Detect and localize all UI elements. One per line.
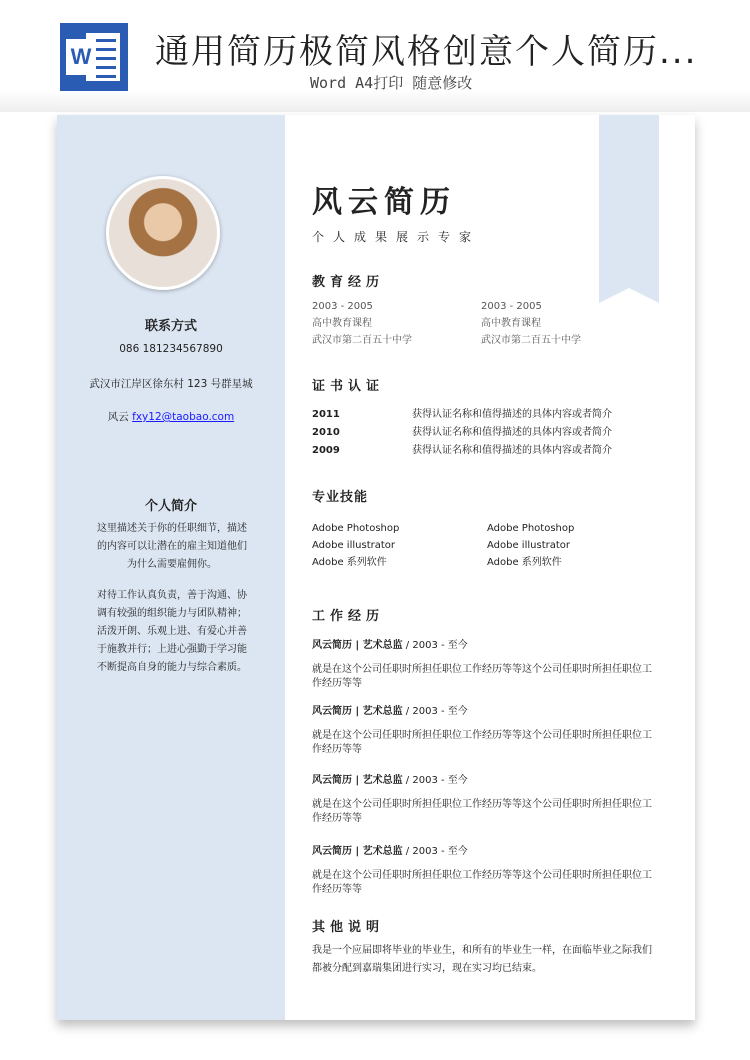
certificate-row: 2009 获得认证名称和值得描述的具体内容或者简介 (312, 445, 612, 456)
education-item: 2003 - 2005 高中教育课程 武汉市第二百五十中学 (481, 301, 581, 346)
job-entry: 风云简历 | 艺术总监 / 2003 - 至今 就是在这个公司任职时所担任职位工作经历等等这个公司任职时所担任职位工作经历等等 (312, 640, 652, 689)
skills-heading: 专业技能 (312, 490, 369, 505)
resume-page (57, 115, 695, 1020)
education-heading: 教育经历 (312, 275, 385, 290)
tagline: 个人成果展示专家 (312, 230, 481, 244)
email-link[interactable]: fxy12@taobao.com (132, 411, 235, 423)
header (0, 0, 750, 112)
certificate-row: 2011 获得认证名称和值得描述的具体内容或者简介 (312, 409, 612, 420)
job-entry: 风云简历 | 艺术总监 / 2003 - 至今 就是在这个公司任职时所担任职位工作经历等等这个公司任职时所担任职位工作经历等等 (312, 846, 652, 895)
address: 武汉市江岸区徐东村 123 号群星城 (89, 378, 253, 390)
other-heading: 其他说明 (312, 920, 385, 935)
work-heading: 工作经历 (312, 609, 385, 624)
left-panel (57, 115, 285, 1020)
education-item: 2003 - 2005 高中教育课程 武汉市第二百五十中学 (312, 301, 412, 346)
certificates-heading: 证书认证 (312, 379, 385, 394)
skills-column: Adobe Photoshop Adobe illustrator Adobe 系列软件 (487, 523, 575, 568)
bookmark-ribbon (599, 115, 659, 303)
certificate-row: 2010 获得认证名称和值得描述的具体内容或者简介 (312, 427, 612, 438)
job-entry: 风云简历 | 艺术总监 / 2003 - 至今 就是在这个公司任职时所担任职位工作经历等等这个公司任职时所担任职位工作经历等等 (312, 706, 652, 755)
document-title: 通用简历极简风格创意个人简历... (155, 32, 698, 72)
intro-paragraph-1: 这里描述关于你的任职细节，描述的内容可以让潜在的雇主知道他们为什么需要雇佣你。 (97, 523, 247, 570)
intro-paragraph-2: 对待工作认真负责，善于沟通、协调有较强的组织能力与团队精神；活泼开朗、乐观上进、有爱心并善于施教并行；上进心强勤于学习能不断提高自身的能力与综合素质。 (97, 590, 247, 673)
job-entry: 风云简历 | 艺术总监 / 2003 - 至今 就是在这个公司任职时所担任职位工作经历等等这个公司任职时所担任职位工作经历等等 (312, 775, 652, 824)
email-line: 风云 fxy12@taobao.com (107, 411, 235, 423)
intro-heading: 个人简介 (144, 499, 197, 514)
avatar (106, 176, 220, 290)
document-subtitle: Word A4打印 随意修改 (310, 74, 473, 92)
contact-heading: 联系方式 (144, 319, 197, 334)
phone: 086 181234567890 (119, 343, 223, 355)
skills-column: Adobe Photoshop Adobe illustrator Adobe 系列软件 (312, 523, 400, 568)
word-icon: W (60, 23, 128, 91)
other-paragraph: 我是一个应届即将毕业的毕业生，和所有的毕业生一样，在面临毕业之际我们都被分配到嘉瑞集团进行实习，现在实习均已结束。 (312, 945, 652, 974)
resume-name: 风云简历 (312, 185, 456, 220)
